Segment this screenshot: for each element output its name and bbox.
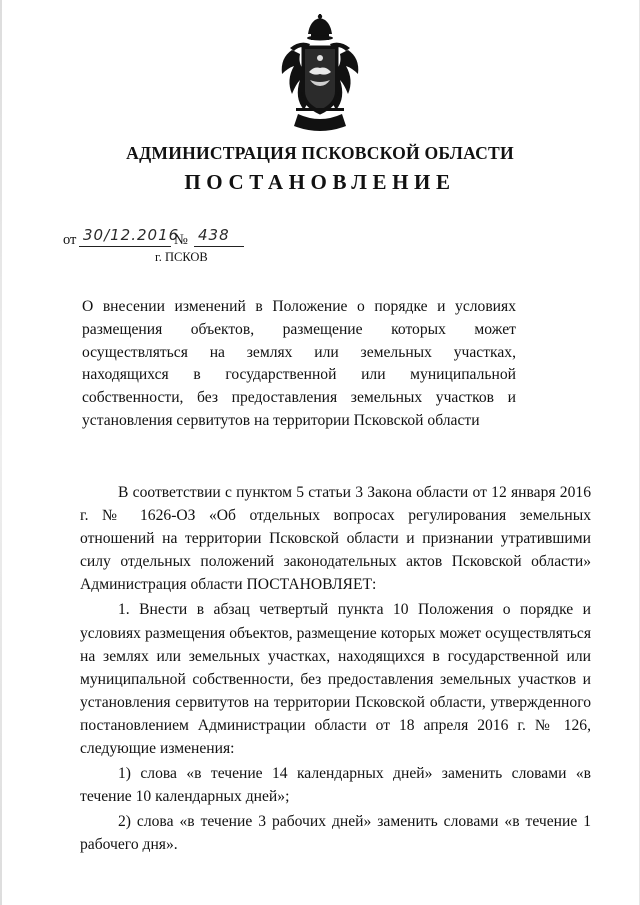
handwritten-number: 438	[198, 226, 230, 244]
item-1-paragraph: 1. Внести в абзац четвертый пункта 10 Положения о порядке и условиях размещения объектов, размещение которых может осуществляться на землях или земельных участках, находящихся в государственной или муниципальной собственности, без предоставления земельных участков и установления сервитутов на территории Псковской области, утвержденного постановлением Администрации области от 18 апреля 2016 г. № 126, следующие изменения:	[80, 601, 591, 758]
document-body	[80, 481, 591, 857]
coat-of-arms-emblem	[270, 14, 370, 136]
issuing-city: г. ПСКОВ	[155, 250, 208, 264]
item-1-1-paragraph: 1) слова «в течение 14 календарных дней» заменить словами «в течение 10 календарных дней»;	[80, 765, 591, 806]
scan-edge-left	[0, 0, 2, 905]
handwritten-date: 30/12.2016	[83, 226, 180, 244]
document-subject	[82, 296, 516, 433]
item-1-2-paragraph: 2) слова «в течение 3 рабочих дней» заменить словами «в течение 1 рабочего дня».	[80, 813, 591, 854]
number-underline	[194, 246, 244, 247]
number-prefix: №	[174, 232, 188, 248]
document-type: ПОСТАНОВЛЕНИЕ	[184, 170, 456, 194]
preamble-paragraph: В соответствии с пунктом 5 статьи 3 Закона области от 12 января 2016 г. № 1626-ОЗ «Об отдельных вопросах регулирования земельных отношений на территории Псковской области и признании утратившими силу отдельных положений законодательных актов Псковской области» Администрация области ПОСТАНОВЛЯЕТ:	[80, 484, 591, 594]
date-prefix: от	[63, 232, 77, 248]
subject-text: О внесении изменений в Положение о порядке и условиях размещения объектов, размещение которых может осуществляться на землях или земельных участках, находящихся в государственной или муниципальной собственности, без предоставления земельных участков и установления сервитутов на территории Псковской области	[82, 298, 516, 429]
organization-name: АДМИНИСТРАЦИЯ ПСКОВСКОЙ ОБЛАСТИ	[126, 143, 514, 163]
date-underline	[79, 246, 171, 247]
document-date-number	[63, 226, 253, 248]
